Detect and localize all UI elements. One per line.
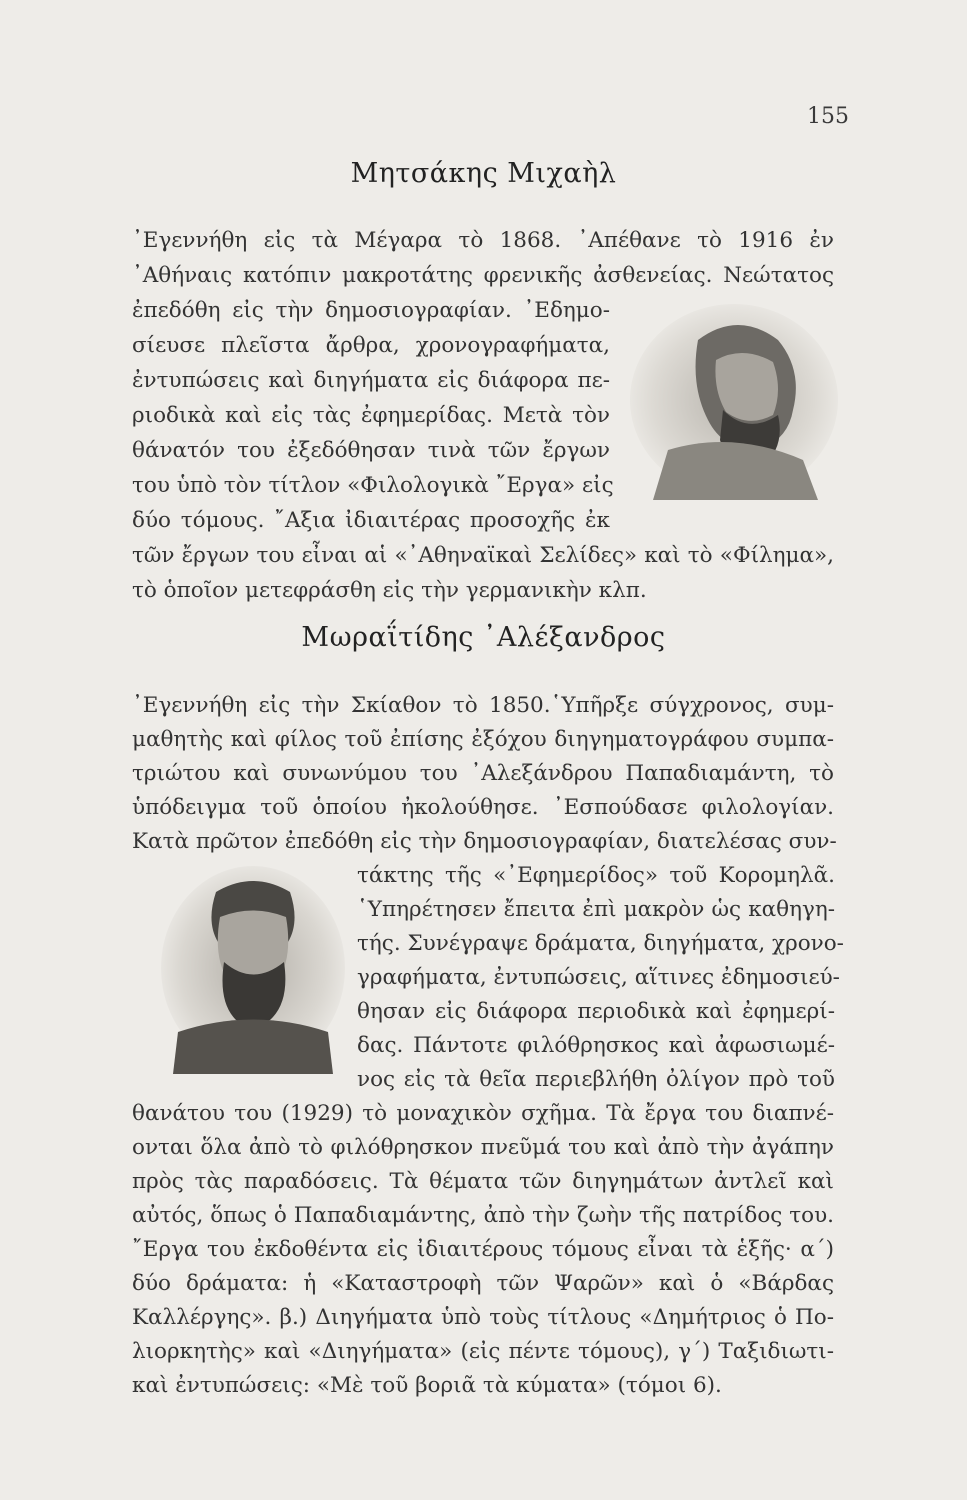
text-line: τῶν ἔργων του εἶναι αἱ «᾿Αθηναϊκαὶ Σελίδες» καὶ τὸ «Φίλημα», (132, 543, 834, 568)
text-line: Κατὰ πρῶτον ἐπεδόθη εἰς τὴν δημοσιογραφίαν, διατελέσας συν- (132, 829, 837, 854)
section-title-moraitidis: Μωραΐτίδης ᾿Αλέξανδρος (301, 622, 666, 653)
text-line: καὶ ἐντυπώσεις: «Μὲ τοῦ βοριᾶ τὰ κύματα» (τόμοι 6). (132, 1373, 722, 1398)
text-line: του ὑπὸ τὸν τίτλον «Φιλολογικὰ ῎Εργα» εἰς (132, 473, 614, 498)
page-number: 155 (807, 104, 849, 129)
text-line: ονται ὅλα ἀπὸ τὸ φιλόθρησκον πνεῦμά του καὶ ἀπὸ τὴν ἀγάπην (132, 1135, 834, 1160)
text-line: θησαν εἰς διάφορα περιοδικὰ καὶ ἐφημερί- (357, 999, 835, 1024)
text-line: θάνατόν του ἐξεδόθησαν τινὰ τῶν ἔργων (132, 438, 610, 463)
text-line: ᾿Αθήναις κατόπιν μακροτάτης φρενικῆς ἀσθενείας. Νεώτατος (132, 263, 834, 288)
text-line: θανάτου του (1929) τὸ μοναχικὸν σχῆμα. Τὰ ἔργα του διαπνέ- (132, 1101, 834, 1126)
text-line: νος εἰς τὰ θεῖα περιεβλήθη ὀλίγον πρὸ τοῦ (357, 1067, 835, 1092)
text-line: τριώτου καὶ συνωνύμου του ᾿Αλεξάνδρου Παπαδιαμάντη, τὸ (132, 761, 834, 786)
text-line: ὑπόδειγμα τοῦ ὁποίου ἠκολούθησε. ᾿Εσπούδασε φιλολογίαν. (132, 795, 834, 820)
text-line: ριοδικὰ καὶ εἰς τὰς ἐφημερίδας. Μετὰ τὸν (132, 403, 610, 428)
text-line: ἐπεδόθη εἰς τὴν δημοσιογραφίαν. ᾿Εδημο- (132, 298, 610, 323)
text-line: δύο τόμους. ῎Αξια ἰδιαιτέρας προσοχῆς ἐκ (132, 508, 610, 533)
text-line: ῎Εργα του ἐκδοθέντα εἰς ἰδιαιτέρους τόμους εἶναι τὰ ἑξῆς· α΄) (132, 1237, 834, 1262)
text-line: λιορκητὴς» καὶ «Διηγήματα» (εἰς πέντε τόμους), γ΄) Ταξιδιωτι- (132, 1339, 834, 1364)
portrait-moraitidis (158, 862, 348, 1074)
text-line: τής. Συνέγραψε δράματα, διηγήματα, χρονο- (357, 931, 844, 956)
text-line: ῾Υπηρέτησεν ἔπειτα ἐπὶ μακρὸν ὡς καθηγη- (357, 897, 835, 922)
text-line: τὸ ὁποῖον μετεφράσθη εἰς τὴν γερμανικὴν κλπ. (132, 578, 647, 603)
text-line: δας. Πάντοτε φιλόθρησκος καὶ ἀφωσιωμέ- (357, 1033, 835, 1058)
text-line: μαθητὴς καὶ φίλος τοῦ ἐπίσης ἐξόχου διηγηματογράφου συμπα- (132, 727, 834, 752)
text-line: δύο δράματα: ἡ «Καταστροφὴ τῶν Ψαρῶν» καὶ ὁ «Βάρδας (132, 1271, 834, 1296)
text-line: γραφήματα, ἐντυπώσεις, αἵτινες ἐδημοσιεύ- (357, 965, 840, 990)
text-line: Καλλέργης». β.) Διηγήματα ὑπὸ τοὺς τίτλους «Δημήτριος ὁ Πο- (132, 1305, 834, 1330)
text-line: αὐτός, ὅπως ὁ Παπαδιαμάντης, ἀπὸ τὴν ζωὴν τῆς πατρίδος του. (132, 1203, 834, 1228)
text-line: τάκτης τῆς «᾿Εφημερίδος» τοῦ Κορομηλᾶ. (357, 863, 835, 888)
text-line: ᾿Εγεννήθη εἰς τὴν Σκίαθον τὸ 1850.῾Υπῆρξε σύγχρονος, συμ- (132, 693, 834, 718)
text-line: σίευσε πλεῖστα ἄρθρα, χρονογραφήματα, (132, 333, 610, 358)
text-line: ᾿Εγεννήθη εἰς τὰ Μέγαρα τὸ 1868. ᾿Απέθανε τὸ 1916 ἐν (132, 228, 834, 253)
text-line: πρὸς τὰς παραδόσεις. Τὰ θέματα τῶν διηγημάτων ἀντλεῖ καὶ (132, 1169, 834, 1194)
portrait-mitsakis (628, 300, 840, 500)
section-title-mitsakis: Μητσάκης Μιχαὴλ (350, 158, 617, 189)
text-line: ἐντυπώσεις καὶ διηγήματα εἰς διάφορα πε- (132, 368, 610, 393)
